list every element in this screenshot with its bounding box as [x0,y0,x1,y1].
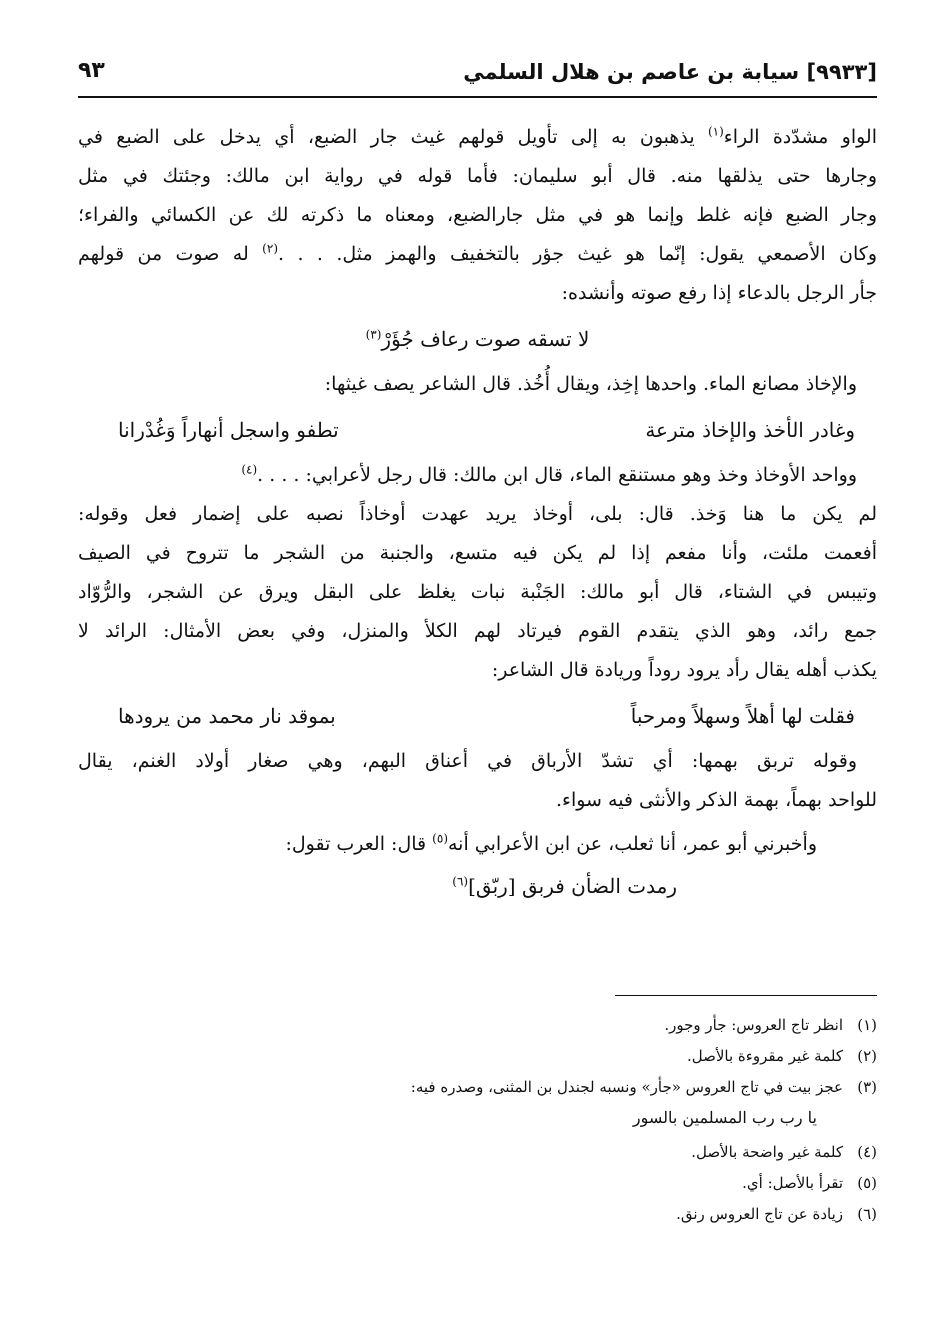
text-line: يكذب أهله يقال رأد يرود روداً وريادة قال الشاعر: [491,659,877,681]
footnote: (٦)زيادة عن تاج العروس رنق. [676,1205,877,1223]
footnote-ref: (٦) [452,874,469,889]
text-line: جمع رائد، وهو الذي يتقدم القوم فيرتاد لهم الكلأ والمنزل، وفي بعض الأمثال: الرائد لا [78,620,877,642]
footnote-divider [615,995,877,996]
poetry-verse: رمدت الضأن فربق [ربّق]$^{(٦)}$ [452,874,677,898]
text-line: وأخبرني أبو عمر، أنا ثعلب، عن ابن الأعرابي أنه$^{(٥)}$ قال: العرب تقول: [285,831,817,855]
text-line: وتيبس في الشتاء، قال أبو مالك: الجَنْبة نبات يغلظ على البقل ويرق عن الشجر، والرُّوّاد [78,581,877,603]
text-line: جأر الرجل بالدعاء إذا رفع صوته وأنشده: [561,282,877,304]
poetry-verse [78,690,877,742]
text-line: وجارها حتى يذلقها منه. قال أبو سليمان: فأما قوله في رواية ابن مالك: وجئتك في مثل [78,165,877,187]
poetry-verse [78,404,877,456]
verse-first-hemistich: فقلت لها أهلاً وسهلاً ومرحباً [630,704,855,728]
verse-second-hemistich: تطفو واسجل أنهاراً وَغُدْرانا [118,418,339,442]
text-line: لم يكن ما هنا وَخذ. قال: بلى، أوخاذ يريد عهدت أوخاذاً نصبه على إضمار فعل وقوله: [78,503,877,525]
page-number: ٩٣ [78,58,105,83]
text-line: وقوله تربق بهمها: أي تشدّ الأرباق في أعناق البهم، وهي صغار أولاد الغنم، يقال [78,750,857,772]
text-line: وكان الأصمعي يقول: إنّما هو غيث جؤر بالتخفيف والهمز مثل. . . .$^{(٢)}$ له صوت من قولهم [78,241,877,265]
footnote-verse: يا رب رب المسلمين بالسور [632,1108,817,1127]
text-line: الواو مشدّدة الراء$^{(١)}$ يذهبون به إلى تأويل قولهم غيث جار الضبع، أي يدخل على الضبع في [78,124,877,148]
footnote: (٢)كلمة غير مقروءة بالأصل. [687,1047,877,1065]
text-line: للواحد بهماً، بهمة الذكر والأنثى فيه سواء. [555,789,877,811]
footnote: (٤)كلمة غير واضحة بالأصل. [691,1143,877,1161]
page-header [78,56,877,98]
text-line: والإخاذ مصانع الماء. واحدها إخِذ، ويقال أُخُذ. قال الشاعر يصف غيثها: [324,373,857,395]
footnote: (٥)تقرأ بالأصل: أي. [742,1174,877,1192]
footnote: (٣)عجز بيت في تاج العروس «جأر» ونسبه لجندل بن المثنى، وصدره فيه: [410,1078,877,1096]
footnote-ref: (١) [707,124,724,139]
text-line: وواحد الأوخاذ وخذ وهو مستنقع الماء، قال ابن مالك: قال رجل لأعرابي: . . . .$^{(٤)}$ [241,462,857,486]
verse-first-hemistich: وغادر الأخذ والإخاذ مترعة [645,418,855,442]
text-line: وجار الضبع فإنه غلط وإنما هو في مثل جارالضبع، ومعناه ما ذكرته لك عن الكسائي والفراء؛ [78,204,877,226]
poetry-verse: لا تسقه صوت رعاف جُؤَرْ$^{(٣)}$ [365,327,590,351]
verse-second-hemistich: بموقد نار محمد من يرودها [118,704,336,728]
footnotes [78,1010,877,1230]
text-line: أفعمت ملئت، وأنا مفعم إذا لم يكن فيه متسع، والجنبة من الشجر ما تتروح في الصيف [78,542,877,564]
footnote-ref: (٥) [432,831,448,846]
footnote-ref: (٣) [365,327,382,342]
footnote-ref: (٢) [262,241,278,256]
footnote-ref: (٤) [241,462,258,477]
main-text [78,118,877,912]
footnote: (١)انظر تاج العروس: جأر وجور. [664,1016,877,1034]
running-title: [٩٩٣٣] سيابة بن عاصم بن هلال السلمي [463,60,877,84]
